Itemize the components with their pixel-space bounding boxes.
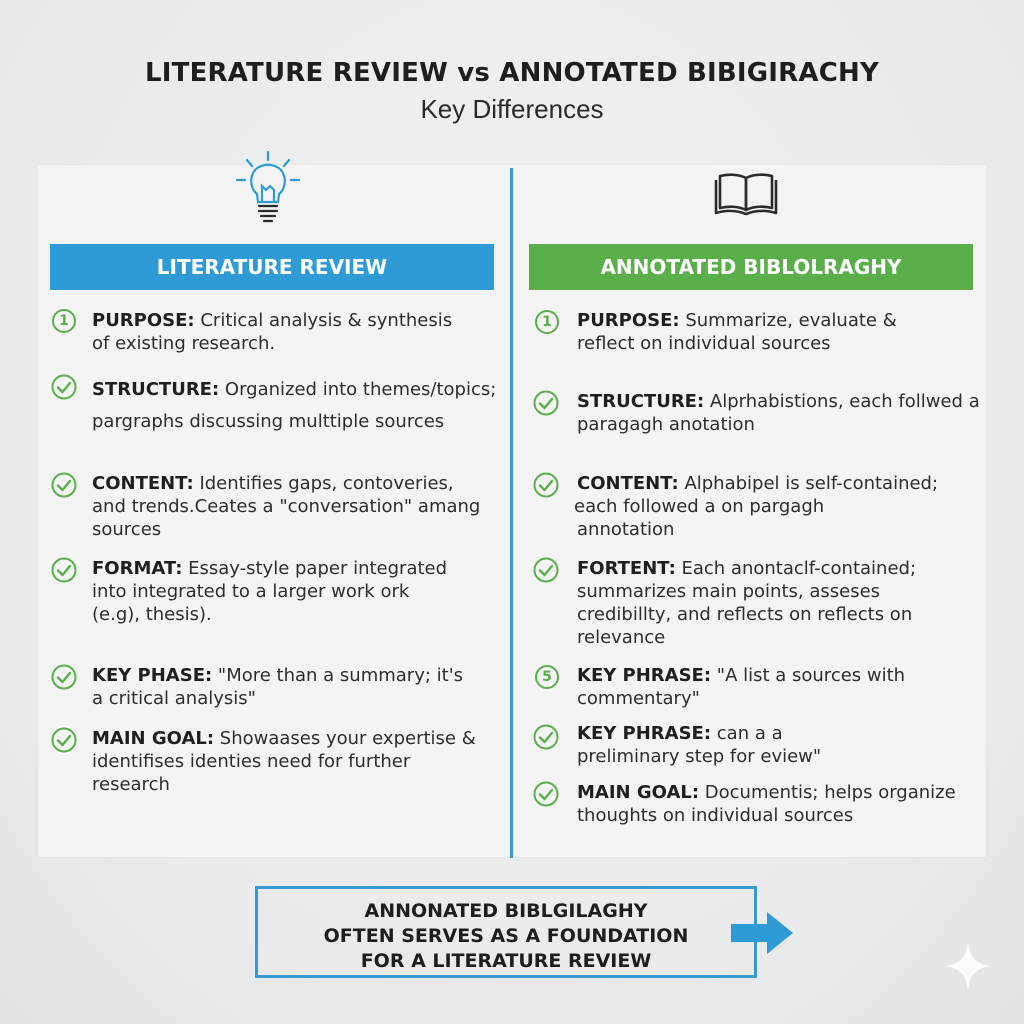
number-badge: 1	[535, 310, 559, 334]
list-item: KEY PHASE: "More than a summary; it's a critical analysis"	[92, 665, 464, 709]
check-icon	[533, 557, 559, 583]
list-item: FORTENT: Each anontaclf-contained; summarizes main points, asseses credibillty, and reflects on reflects on relevance	[577, 558, 917, 648]
list-item: STRUCTURE: Alprhabistions, each follwed a paragagh anotation	[577, 391, 980, 435]
list-item: CONTENT: Alphabipel is self-contained; each followed a on pargagh annotation	[574, 473, 939, 540]
literature-review-header: LITERATURE REVIEW	[50, 244, 494, 290]
number-badge: 5	[535, 665, 559, 689]
list-item: FORMAT: Essay-style paper integrated into integrated to a larger work ork (e.g), thesis).	[92, 558, 448, 625]
page-title: LITERATURE REVIEW vs ANNOTATED BIBIGIRACHY	[145, 58, 879, 88]
callout-text: ANNONATED BIBLGILAGHY OFTEN SERVES AS A FOUNDATION FOR A LITERATURE REVIEW	[323, 900, 689, 972]
check-icon	[51, 472, 77, 498]
list-item: PURPOSE: Critical analysis & synthesis of existing research.	[92, 310, 453, 354]
sparkle-icon	[942, 940, 994, 992]
check-icon	[533, 390, 559, 416]
check-icon	[51, 374, 77, 400]
check-icon	[51, 557, 77, 583]
page-subtitle: Key Differences	[420, 94, 604, 124]
check-icon	[51, 664, 77, 690]
arrow-right-icon	[731, 910, 795, 956]
open-book-icon	[714, 170, 778, 216]
list-item: MAIN GOAL: Showaases your expertise & identifises identies need for further research	[92, 728, 476, 795]
annotated-bibliography-header: ANNOTATED BIBLOLRAGHY	[529, 244, 973, 290]
check-icon	[51, 727, 77, 753]
number-badge: 1	[52, 309, 76, 333]
check-icon	[533, 472, 559, 498]
list-item: KEY PHRASE: can a a preliminary step for eview"	[577, 723, 822, 767]
list-item: STRUCTURE: Organized into themes/topics; pargraphs discussing multtiple sources	[92, 379, 497, 432]
column-divider	[510, 168, 513, 858]
list-item: CONTENT: Identifies gaps, contoveries, and trends.Ceates a "conversation" amang sources	[92, 473, 481, 540]
lightbulb-icon	[233, 150, 303, 226]
list-item: PURPOSE: Summarize, evaluate & reflect on individual sources	[577, 310, 897, 354]
check-icon	[533, 724, 559, 750]
list-item: MAIN GOAL: Documentis; helps organize thoughts on individual sources	[577, 782, 956, 826]
check-icon	[533, 781, 559, 807]
list-item: KEY PHRASE: "A list a sources with commentary"	[577, 665, 906, 709]
